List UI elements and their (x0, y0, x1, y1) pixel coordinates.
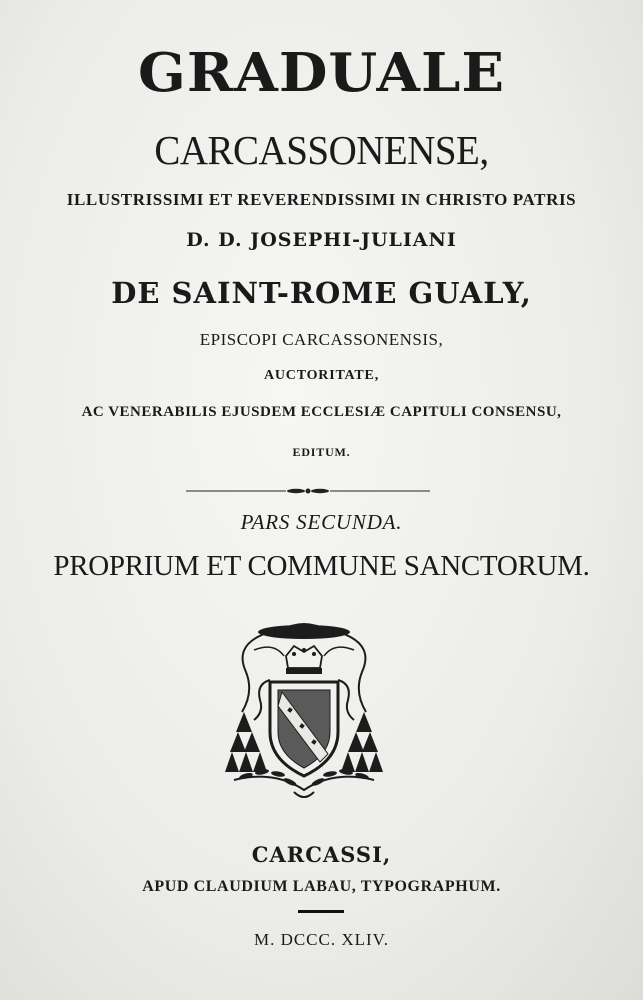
bishop-given-name: D. D. JOSEPHI-JULIANI (186, 229, 457, 251)
coat-of-arms-icon (224, 620, 384, 815)
short-rule (298, 910, 344, 913)
authority-line: AUCTORITATE, (263, 368, 379, 383)
bishop-title: EPISCOPI CARCASSONENSIS, (199, 330, 444, 349)
imprint-place: CARCASSI, (251, 842, 392, 867)
part-label: PARS SECUNDA. (240, 510, 403, 534)
part-title: PROPRIUM ET COMMUNE SANCTORUM. (53, 550, 590, 582)
imprint-printer: APUD CLAUDIUM LABAU, TYPOGRAPHUM. (142, 878, 501, 895)
bishop-surname: DE SAINT-ROME GUALY, (111, 276, 532, 310)
ornamental-rule (186, 486, 430, 496)
consent-line: AC VENERABILIS EJUSDEM ECCLESIÆ CAPITULI CONSENSU, (81, 404, 562, 420)
edited-line: EDITUM. (292, 445, 351, 459)
book-title: GRADUALE (138, 41, 505, 105)
dedication-line: ILLUSTRISSIMI ET REVERENDISSIMI IN CHRISTO PATRIS (66, 190, 577, 209)
book-subtitle: CARCASSONENSE, (154, 127, 489, 173)
imprint-year: M. DCCC. XLIV. (253, 930, 390, 949)
